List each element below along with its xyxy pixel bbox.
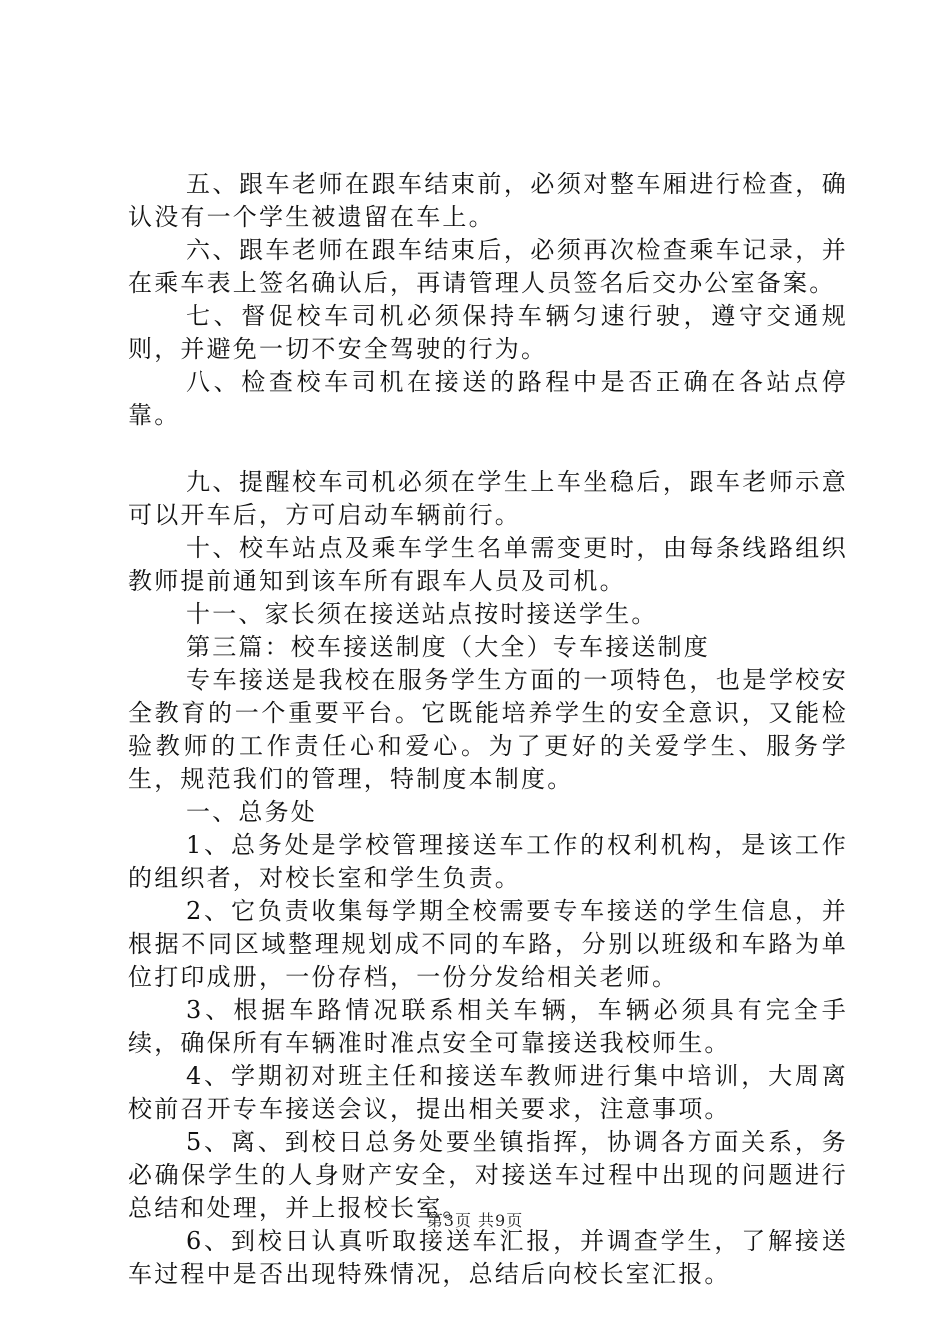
subsection-heading: 一、总务处 (186, 798, 317, 826)
paragraph-item-7: 七、督促校车司机必须保持车辆匀速行驶，遵守交通规则，并避免一切不安全驾驶的行为。 (128, 302, 848, 363)
intro-paragraph: 专车接送是我校在服务学生方面的一项特色，也是学校安全教育的一个重要平台。它既能培养学生的安全意识，又能检验教师的工作责任心和爱心。为了更好的关爱学生、服务学生，规范我们的管理，特制度本制度。 (128, 666, 848, 793)
numbered-item-6: 6、到校日认真听取接送车汇报，并调查学生，了解接送车过程中是否出现特殊情况，总结后向校长室汇报。 (128, 1227, 848, 1288)
paragraph-item-10: 十、校车站点及乘车学生名单需变更时，由每条线路组织教师提前通知到该车所有跟车人员及司机。 (128, 534, 848, 595)
paragraph-gap (128, 432, 848, 466)
numbered-item-5: 5、离、到校日总务处要坐镇指挥，协调各方面关系，务必确保学生的人身财产安全，对接送车过程中出现的问题进行总结和处理，并上报校长室。 (128, 1128, 848, 1222)
numbered-item-1: 1、总务处是学校管理接送车工作的权利机构，是该工作的组织者，对校长室和学生负责。 (128, 831, 848, 892)
paragraph-item-9: 九、提醒校车司机必须在学生上车坐稳后，跟车老师示意可以开车后，方可启动车辆前行。 (128, 468, 848, 529)
page-number-footer: 第3页 共9页 (426, 1211, 524, 1230)
paragraph-item-11: 十一、家长须在接送站点按时接送学生。 (186, 600, 658, 628)
paragraph-item-8: 八、检查校车司机在接送的路程中是否正确在各站点停靠。 (128, 368, 848, 429)
numbered-item-4: 4、学期初对班主任和接送车教师进行集中培训，大周离校前召开专车接送会议，提出相关要求，注意事项。 (128, 1062, 848, 1123)
paragraph-item-5: 五、跟车老师在跟车结束前，必须对整车厢进行检查，确认没有一个学生被遗留在车上。 (128, 170, 848, 231)
section-heading: 第三篇：校车接送制度（大全）专车接送制度 (186, 633, 710, 661)
numbered-item-3: 3、根据车路情况联系相关车辆，车辆必须具有完全手续，确保所有车辆准时准点安全可靠接送我校师生。 (128, 996, 848, 1057)
document-body (128, 168, 848, 1291)
numbered-item-2: 2、它负责收集每学期全校需要专车接送的学生信息，并根据不同区域整理规划成不同的车路，分别以班级和车路为单位打印成册，一份存档，一份分发给相关老师。 (128, 897, 848, 991)
paragraph-item-6: 六、跟车老师在跟车结束后，必须再次检查乘车记录，并在乘车表上签名确认后，再请管理人员签名后交办公室备案。 (128, 236, 848, 297)
